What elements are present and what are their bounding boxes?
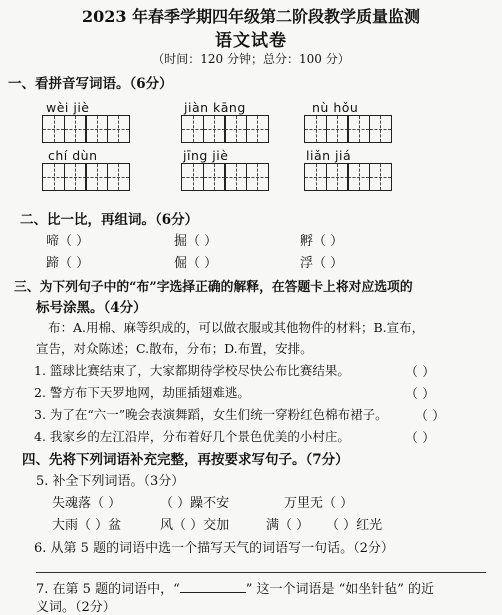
question-7 [36, 578, 434, 597]
compare-item[interactable]: 掘（ ） [174, 234, 218, 249]
compare-item[interactable]: 孵（ ） [300, 234, 344, 249]
idiom-blank[interactable]: 风（ ）交加 [160, 518, 230, 533]
writing-cell[interactable] [246, 163, 269, 191]
pinyin-3: nù hǒu [312, 100, 359, 115]
exam-title: 2023 年春季学期四年级第二阶段教学质量监测 [81, 7, 421, 26]
question-7-part-b: ” 这一个词语是 “如坐针毡” 的近 [245, 582, 435, 597]
definition-text: 布：A.用棉、麻等织成的，可以做衣服或其他物件的材料；B.宣布， [48, 320, 425, 335]
section4-heading: 四、先将下列词语补充完整，再按要求写句子。（7分） [22, 452, 349, 468]
writing-cell[interactable] [181, 163, 204, 191]
answer-paren-1[interactable]: （ ） [405, 365, 436, 380]
writing-cell[interactable] [224, 163, 247, 191]
section3-heading: 三、为下列句子中的“布”字选择正确的解释，在答题卡上将对应选项的 [14, 280, 413, 295]
writing-cell[interactable] [246, 115, 269, 143]
question-2: 2. 警方布下天罗地网，劫匪插翅难逃。 [34, 385, 250, 400]
compare-item[interactable]: 蹄（ ） [46, 256, 90, 271]
writing-cell[interactable] [42, 163, 65, 191]
writing-cell[interactable] [85, 163, 108, 191]
writing-cell[interactable] [42, 115, 65, 143]
writing-cell[interactable] [107, 115, 130, 143]
section3-heading-cont: 标号涂黑。（4分） [36, 300, 147, 316]
writing-cell[interactable] [203, 115, 226, 143]
answer-boxes-5[interactable] [181, 163, 267, 191]
section1-heading: 一、看拼音写词语。（6分） [8, 76, 173, 92]
question-7-cont: 义词。（2分） [36, 600, 116, 615]
writing-cell[interactable] [347, 115, 370, 143]
idiom-blank[interactable]: 失魂落（ ） [52, 496, 122, 511]
writing-cell[interactable] [107, 163, 130, 191]
idiom-blank[interactable]: （ ）红光 [326, 518, 383, 533]
writing-cell[interactable] [304, 163, 327, 191]
writing-cell[interactable] [326, 163, 349, 191]
answer-boxes-3[interactable] [304, 115, 390, 143]
writing-cell[interactable] [224, 115, 247, 143]
idiom-blank[interactable]: 大雨（ ）盆 [52, 518, 122, 533]
answer-boxes-2[interactable] [181, 115, 267, 143]
idiom-blank[interactable]: 万里无（ ） [284, 496, 354, 511]
exam-subject: 语文试卷 [215, 31, 287, 51]
writing-cell[interactable] [203, 163, 226, 191]
question-5: 5. 补全下列词语。（3分） [36, 474, 185, 489]
question-7-part-a: 7. 在第 5 题的词语中，“ [36, 582, 180, 597]
answer-paren-4[interactable]: （ ） [405, 431, 436, 446]
question-3: 3. 为了在“六一”晚会表演舞蹈，女生们统一穿粉红色棉布裙子。 [34, 407, 388, 422]
writing-cell[interactable] [326, 115, 349, 143]
answer-boxes-4[interactable] [42, 163, 128, 191]
pinyin-5: jīng jiè [183, 148, 229, 163]
writing-cell[interactable] [64, 115, 87, 143]
question-6: 6. 从第 5 题的词语中选一个描写天气的词语写一句话。（2分） [34, 541, 394, 556]
writing-cell[interactable] [369, 163, 392, 191]
compare-item[interactable]: 啼（ ） [46, 234, 90, 249]
writing-cell[interactable] [64, 163, 87, 191]
answer-boxes-6[interactable] [304, 163, 390, 191]
writing-cell[interactable] [369, 115, 392, 143]
pinyin-4: chí dùn [48, 148, 98, 163]
answer-blank[interactable] [180, 580, 246, 593]
idiom-blank[interactable]: （ ）躁不安 [160, 496, 230, 511]
answer-line[interactable] [36, 572, 486, 573]
answer-paren-3[interactable]: （ ） [415, 409, 446, 424]
pinyin-6: liǎn jiá [306, 148, 352, 163]
answer-paren-2[interactable]: （ ） [405, 387, 436, 402]
definition-text-cont: 宣告，对众陈述；C.散布，分布；D.布置，安排。 [36, 341, 313, 356]
question-4: 4. 我家乡的左江沿岸，分布着好几个景色优美的小村庄。 [34, 429, 350, 444]
idiom-blank[interactable]: 满（ ） [266, 518, 310, 533]
question-1: 1. 篮球比赛结束了，大家都期待学校尽快公布比赛结果。 [34, 363, 350, 378]
writing-cell[interactable] [85, 115, 108, 143]
answer-boxes-1[interactable] [42, 115, 128, 143]
writing-cell[interactable] [181, 115, 204, 143]
writing-cell[interactable] [304, 115, 327, 143]
pinyin-2: jiàn kāng [184, 100, 246, 115]
pinyin-1: wèi jiè [46, 100, 90, 115]
compare-item[interactable]: 倔（ ） [174, 256, 218, 271]
exam-meta: （时间：120 分钟；总分：100 分） [152, 52, 350, 66]
compare-item[interactable]: 浮（ ） [300, 256, 344, 271]
section2-heading: 二、比一比，再组词。（6分） [20, 212, 199, 228]
writing-cell[interactable] [347, 163, 370, 191]
